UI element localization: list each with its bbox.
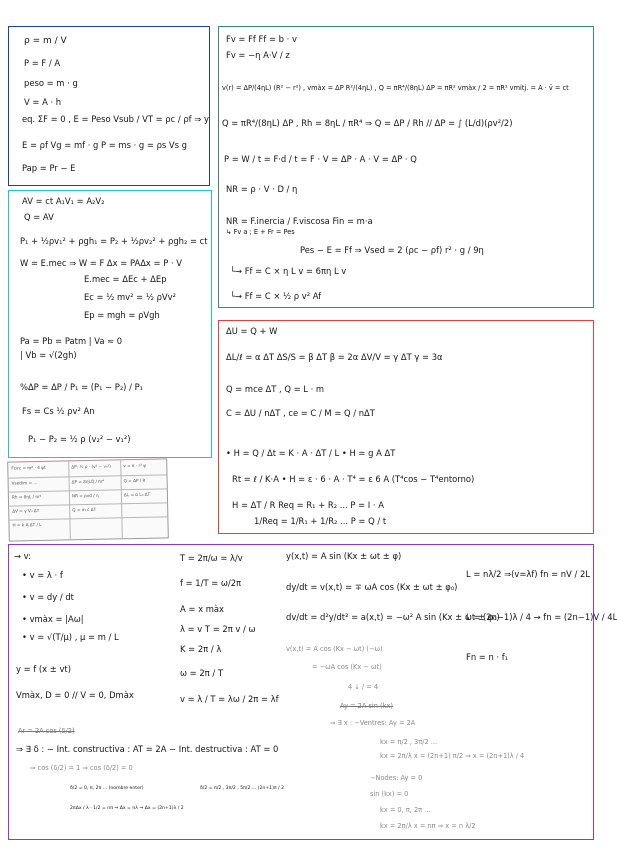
box3-formula-line: Fv = −η A·V / z bbox=[226, 50, 290, 60]
box3-formula-line: P = W / t = F·d / t = F · V = ΔP · A · V = ΔP · Q bbox=[224, 154, 417, 164]
box2-formula-line: Ec = ½ mv² = ½ ρVv² bbox=[84, 292, 176, 302]
box5-formula-line: A = x màx bbox=[180, 604, 224, 614]
box5-formula-line: y = f (x ± vt) bbox=[16, 664, 71, 674]
pasted-table-cell: Q = ΔP / R bbox=[123, 477, 146, 484]
pasted-table-cell: ΔP: ½ ρ · (v² − v₀²) bbox=[71, 463, 111, 470]
box5-formula-line: kx = 2π/λ x = (2n+1) π/2 ⇒ x = (2n+1)λ / 4 bbox=[380, 752, 525, 760]
box1-formula-line: ρ = m / V bbox=[24, 36, 67, 46]
box5-formula-line: f = 1/T = ω/2π bbox=[180, 578, 242, 588]
box5-formula-line: • v = λ · f bbox=[22, 570, 63, 580]
box3-formula-line: NR = F.inercia / F.viscosa Fin = m·a bbox=[226, 216, 373, 226]
box1-formula-line: V = A · h bbox=[24, 97, 62, 107]
box3-formula-line: Pes − E = Ff ⇒ Vsed = 2 (ρc − ρf) r² · g / 9η bbox=[300, 245, 484, 255]
box5-formula-line: kx = π/2 , 3π/2 ... bbox=[380, 738, 438, 746]
box1-formula-line: peso = m · g bbox=[24, 78, 78, 88]
pasted-table-cell: NR = ρvd / η bbox=[71, 492, 99, 499]
box5-formula-line: kx = 2π/λ x = nπ ⇒ x = n λ/2 bbox=[380, 822, 476, 830]
box4-formula-line: • H = Q / Δt = K · A · ΔT / L • H = g A ΔT bbox=[226, 448, 396, 458]
box4-formula-line: ΔL/ℓ = α ΔT ΔS/S = β ΔT β = 2α ΔV/V = γ ΔT γ = 3α bbox=[226, 352, 443, 362]
box2-formula-line: P₁ − P₂ = ½ ρ (v₂² − v₁²) bbox=[28, 434, 131, 444]
box4-formula-line: H = ΔT / R Req = R₁ + R₂ ... P = I · A bbox=[232, 500, 384, 510]
pasted-table-cell: ΔP = 8ηLQ / πr⁴ bbox=[71, 478, 105, 485]
box5-formula-line: = −ωA cos (Kx − ωt) bbox=[312, 663, 382, 671]
box5-formula-line: v = λ / T = λω / 2π = λf bbox=[180, 694, 279, 704]
box5-formula-line: L = (2n−1)λ / 4 → fn = (2n−1)V / 4L bbox=[466, 612, 617, 622]
box5-formula-line: y(x,t) = A sin (Kx ± ωt ± φ) bbox=[286, 551, 402, 561]
box1-formula-line: Pap = Pr − E bbox=[22, 163, 76, 173]
box5-formula-line: Fn = n · f₁ bbox=[466, 652, 509, 662]
pasted-table-cell: Q = m c ΔT bbox=[72, 506, 97, 513]
box2-formula-line: Fs = Cs ½ ρv² An bbox=[22, 406, 95, 416]
box5-formula-line: • v = √(T/μ) , μ = m / L bbox=[22, 632, 119, 642]
box1-formula-line: eq. ΣF = 0 , E = Peso Vsub / VT = ρc / ρf ⇒ y bbox=[22, 114, 209, 124]
box5-formula-line: δ/2 = 0, π, 2π ... (nombre enter) bbox=[70, 786, 144, 791]
box5-formula-line: L = nλ/2 ⇒(v=λf) fn = nV / 2L bbox=[466, 569, 590, 579]
box3-formula-line: NR = ρ · V · D / η bbox=[226, 184, 298, 194]
pasted-formula-table bbox=[7, 458, 169, 541]
box4-formula-line: C = ΔU / nΔT , ce = C / M = Q / nΔT bbox=[226, 408, 375, 418]
pasted-table-cell: H = k A ΔT / L bbox=[12, 521, 42, 528]
box3-formula-line: Q = πR⁴/(8ηL) ΔP , Rh = 8ηL / πR⁴ ⇒ Q = ΔP / Rh // ΔP = ∫ (L/d)(ρv²/2) bbox=[222, 118, 513, 128]
box2-formula-line: Q = AV bbox=[24, 212, 54, 222]
box2-formula-line: %ΔP = ΔP / P₁ = (P₁ − P₂) / P₁ bbox=[20, 382, 143, 392]
box5-formula-line: ⇒ ∃ δ : − Int. constructiva : AT = 2A − Int. destructiva : AT = 0 bbox=[16, 744, 279, 754]
box5-formula-line: Ar = 2A cos (δ/2) bbox=[18, 727, 75, 735]
box4-formula-line: Q = mce ΔT , Q = L · m bbox=[226, 384, 325, 394]
box3-formula-line: ↳ Fv a ; E + Fr = Pes bbox=[226, 228, 295, 236]
box5-formula-line: Ay = 2A sin (kx) bbox=[340, 702, 393, 710]
box3-formula-line: └→ Ff = C × η L v = 6πη L v bbox=[230, 266, 347, 276]
pasted-table-cell: ΔV = γ V₀ ΔT bbox=[12, 508, 40, 514]
box5-formula-line: K = 2π / λ bbox=[180, 644, 222, 654]
box2-formula-line: Ep = mgh = ρVgh bbox=[84, 310, 160, 320]
box2-formula-line: P₁ + ½ρv₁² + ρgh₁ = P₂ + ½ρv₂² + ρgh₂ = ct bbox=[20, 236, 208, 246]
pasted-table-cell: Fcirc = πr² · 4 ψt bbox=[11, 464, 46, 471]
box5-formula-line: ω = 2π / T bbox=[180, 668, 223, 678]
pasted-table-cell: Rh = 8ηL / πr⁴ bbox=[11, 493, 42, 500]
box5-formula-line: v(x,t) = A cos (Kx − ωt) (−ω) bbox=[286, 645, 383, 653]
box5-formula-line: T = 2π/ω = λ/v bbox=[180, 553, 243, 563]
box3-formula-line: v(r) = ΔP/(4ηL) (R² − r²) , vmàx = ΔP R²/(4ηL) , Q = πR⁴/(8ηL) ΔP = πR² vmàx / 2 = πR² vmitj. = A · v̄ = ct bbox=[222, 84, 569, 92]
box2-formula-line: AV = ct A₁V₁ = A₂V₂ bbox=[22, 196, 105, 206]
box5-formula-line: ⇒ cos (δ/2) = 1 ⇒ cos (δ/2) = 0 bbox=[30, 764, 133, 772]
box4-formula-line: Rt = ℓ / K·A • H = ε · 6 · A · T⁴ = ε 6 A (T⁴cos − T⁴entorno) bbox=[232, 474, 475, 484]
pasted-table-cell: v = π · r² ψ bbox=[123, 462, 147, 469]
box1-formula-line: E = ρf Vg = mf · g P = ms · g = ρs Vs g bbox=[22, 140, 187, 150]
box5-formula-line: dv/dt = d²y/dt² = a(x,t) = −ω² A sin (Kx ± ωt ± φ₀) bbox=[286, 612, 500, 622]
box4-formula-line: 1/Req = 1/R₁ + 1/R₂ ... P = Q / t bbox=[254, 516, 387, 526]
box4-formula-line: ΔU = Q + W bbox=[226, 326, 278, 336]
box5-formula-line: 2πΔx / λ · 1/2 = nπ ⇒ Δx = nλ ⇒ Δx = (2n+1)λ / 2 bbox=[70, 806, 184, 811]
box2-formula-line: | Vb = √(2gh) bbox=[20, 350, 77, 360]
box1-formula-line: P = F / A bbox=[24, 58, 61, 68]
box2-formula-line: E.mec = ΔEc + ΔEp bbox=[84, 274, 167, 284]
pasted-table-cell: Vsedim = ... bbox=[11, 480, 38, 486]
box5-formula-line: • vmàx = |Aω| bbox=[22, 614, 84, 624]
box5-formula-line: → v: bbox=[14, 551, 31, 561]
box2-formula-line: Pa = Pb = Patm | Va ≈ 0 bbox=[20, 336, 123, 346]
box5-formula-line: 4 ↓ / = 4 bbox=[348, 683, 379, 691]
box-continuity-bernoulli bbox=[8, 190, 212, 458]
box5-formula-line: −Nodes: Ay = 0 bbox=[370, 774, 423, 782]
box5-formula-line: kx = 0, π, 2π ... bbox=[380, 806, 431, 814]
pasted-table-cell: ΔL = α L₀ ΔT bbox=[123, 491, 151, 498]
box5-formula-line: λ = v T = 2π v / ω bbox=[180, 624, 256, 634]
box3-formula-line: └→ Ff = C × ½ ρ v² Af bbox=[230, 291, 322, 301]
box5-formula-line: δ/2 = π/2 , 3π/2 , 5π/2 ... (2n+1)π / 2 bbox=[200, 786, 285, 791]
box5-formula-line: dy/dt = v(x,t) = ∓ ωA cos (Kx ± ωt ± φ₀) bbox=[286, 582, 458, 592]
box5-formula-line: sin (kx) = 0 bbox=[370, 790, 409, 798]
box3-formula-line: Fv = Ff Ff = b · v bbox=[226, 34, 297, 44]
box5-formula-line: Vmàx, D = 0 // V = 0, Dmàx bbox=[16, 690, 134, 700]
box5-formula-line: • v = dy / dt bbox=[22, 592, 74, 602]
box2-formula-line: W = E.mec ⇒ W = F Δx = PAΔx = P · V bbox=[20, 258, 182, 268]
box5-formula-line: ⇒ ∃ x : −Ventres: Ay = 2A bbox=[330, 719, 416, 727]
